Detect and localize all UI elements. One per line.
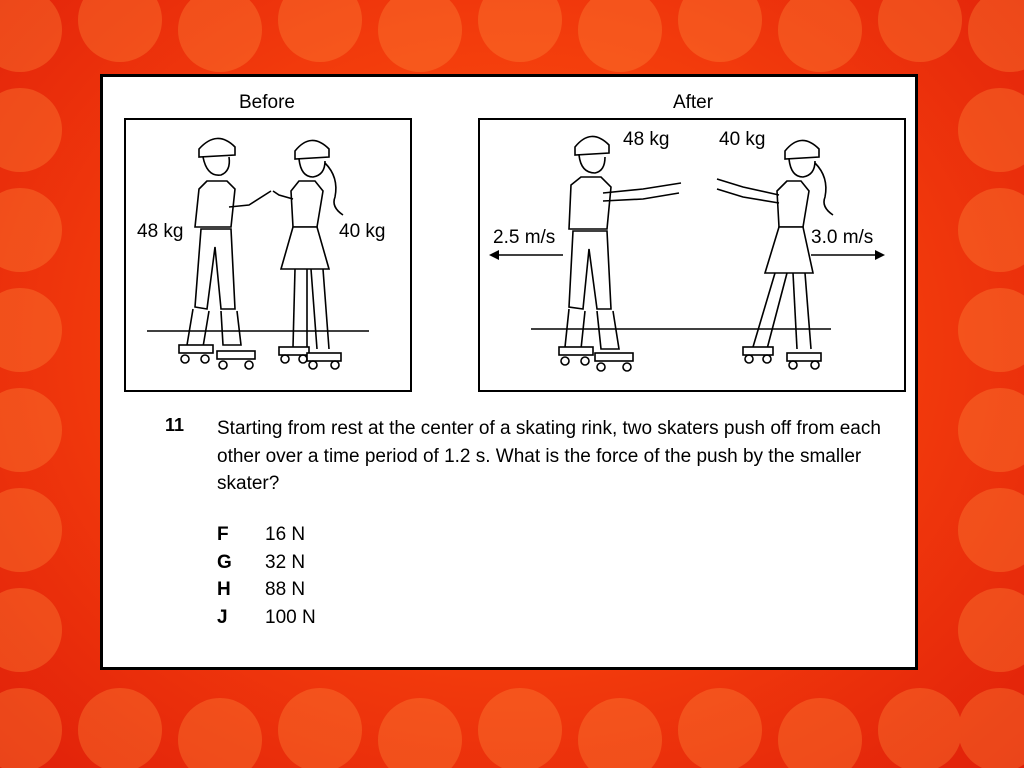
- after-right-mass: 40 kg: [719, 129, 766, 150]
- choice-f[interactable]: [217, 521, 316, 549]
- left-velocity-label: 2.5 m/s: [493, 227, 556, 248]
- boy-skater-after: [559, 136, 681, 371]
- choice-letter: G: [217, 551, 232, 573]
- choice-letter: H: [217, 579, 231, 600]
- before-left-mass: 48 kg: [137, 221, 184, 242]
- before-title: Before: [239, 92, 295, 113]
- before-panel: [125, 119, 411, 391]
- choice-g[interactable]: [217, 549, 316, 577]
- after-left-mass: 48 kg: [623, 129, 670, 150]
- question-number: 11: [165, 415, 185, 435]
- girl-skater-before: [273, 140, 343, 369]
- right-velocity-arrow: [811, 250, 885, 260]
- choice-j[interactable]: [217, 604, 316, 632]
- skaters-illustration: [103, 77, 915, 407]
- choice-letter: F: [217, 524, 229, 545]
- choice-letter: J: [217, 606, 228, 628]
- left-velocity-arrow: [489, 250, 563, 260]
- right-velocity-label: 3.0 m/s: [811, 227, 874, 248]
- choice-h[interactable]: [217, 576, 316, 604]
- boy-skater-before: [179, 138, 271, 369]
- choice-answer: 88 N: [265, 579, 306, 600]
- question-text: Starting from rest at the center of a skating rink, two skaters push off from each other over a time period of 1.2 s. What is the force of the push by the smaller skater?: [217, 418, 881, 494]
- choice-answer: 100 N: [265, 606, 316, 628]
- choice-answer: 16 N: [265, 524, 306, 545]
- question-card: [100, 74, 918, 670]
- after-title: After: [672, 92, 714, 113]
- before-right-mass: 40 kg: [339, 221, 386, 242]
- answer-choices: [217, 521, 316, 631]
- choice-answer: 32 N: [265, 551, 306, 573]
